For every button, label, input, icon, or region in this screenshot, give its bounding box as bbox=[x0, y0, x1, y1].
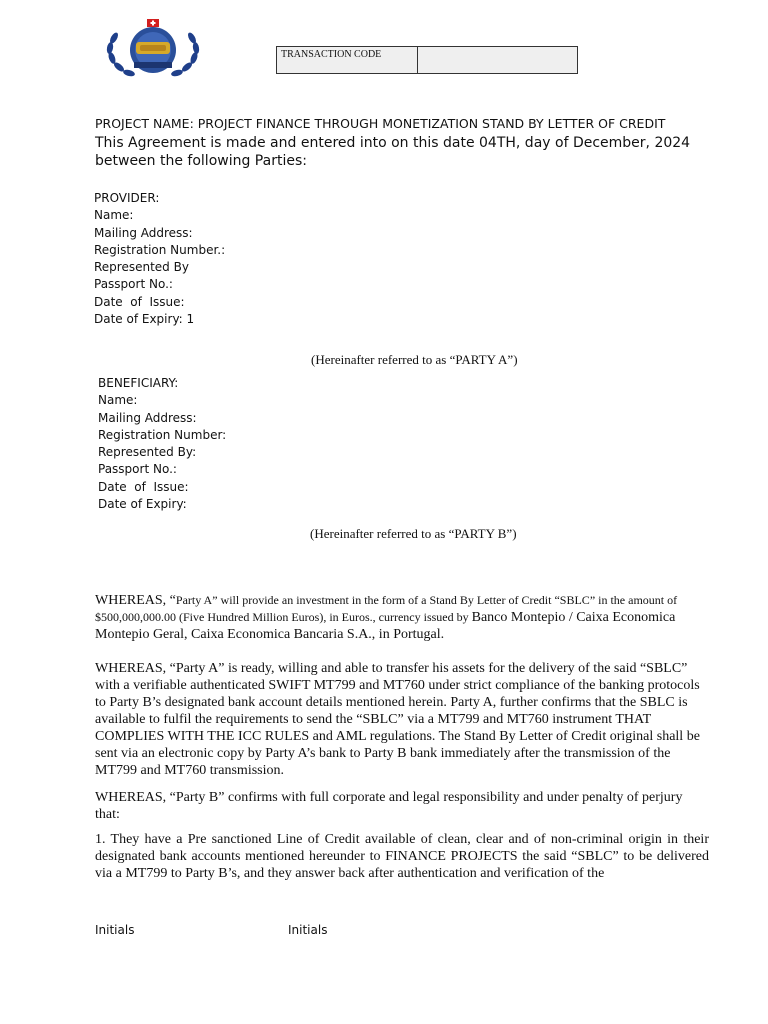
provider-expiry-date-field: Date of Expiry: 1 bbox=[94, 312, 195, 327]
company-logo bbox=[100, 16, 206, 80]
beneficiary-expiry-date-field: Date of Expiry: bbox=[98, 497, 187, 512]
beneficiary-passport-field: Passport No.: bbox=[98, 462, 177, 477]
provider-represented-field: Represented By bbox=[94, 260, 189, 275]
beneficiary-name-field: Name: bbox=[98, 393, 138, 408]
transaction-code-label: TRANSACTION CODE bbox=[277, 47, 418, 73]
beneficiary-heading: BENEFICIARY: bbox=[98, 376, 179, 390]
whereas-paragraph-2: WHEREAS, “Party A” is ready, willing and able to transfer his assets for the delivery of the said “SBLC” with a verifiable authenticated SWIFT MT799 and MT760 under strict compliance of the banking protocols to Party B’s designated bank account details mentioned herein. Party A, further confirms that the SBLC is available to fulfil the requirements to send the “SBLC” via a MT799 and MT760 instrument THAT COMPLIES WITH THE ICC RULES and AML regulations. The Stand By Letter of Credit original shall be sent via an electronic copy by Party A’s bank to Party B bank immediately after the transmission of the MT799 and MT760 transmission. bbox=[95, 661, 700, 778]
provider-heading: PROVIDER: bbox=[94, 191, 160, 205]
transaction-code-box bbox=[276, 46, 578, 74]
provider-issue-date-field: Date of Issue: bbox=[94, 294, 185, 309]
provider-block bbox=[94, 190, 225, 328]
provider-address-field: Mailing Address: bbox=[94, 225, 193, 240]
agreement-intro: This Agreement is made and entered into on this date 04TH, day of December, 2024 between the following Parties: bbox=[95, 135, 691, 169]
transaction-code-value bbox=[418, 47, 577, 73]
beneficiary-address-field: Mailing Address: bbox=[98, 410, 197, 425]
provider-name-field: Name: bbox=[94, 208, 134, 223]
whereas-paragraph-1 bbox=[95, 592, 731, 643]
beneficiary-block bbox=[98, 375, 226, 513]
initials-label-party-a: Initials bbox=[95, 923, 135, 937]
beneficiary-issue-date-field: Date of Issue: bbox=[98, 479, 189, 494]
whereas-paragraph-3: WHEREAS, “Party B” confirms with full corporate and legal responsibility and under penalty of perjury that: bbox=[95, 790, 683, 822]
provider-registration-field: Registration Number.: bbox=[94, 242, 226, 257]
party-b-reference: (Hereinafter referred to as “PARTY B”) bbox=[310, 526, 517, 541]
whereas-1-issuer: Banco Montepio / Caixa Economica Montepio Geral, Caixa Economica Bancaria S.A., in Portugal. bbox=[95, 610, 676, 642]
project-name: PROJECT NAME: PROJECT FINANCE THROUGH MONETIZATION STAND BY LETTER OF CREDIT bbox=[95, 116, 666, 131]
whereas-1-body: Party A” will provide an investment in the form of a Stand By Letter of Credit “SBLC” in the amount of $500,000,000.00 (Five Hundred Million Euros), in Euros., currency issued by bbox=[95, 593, 678, 624]
provider-passport-field: Passport No.: bbox=[94, 277, 173, 292]
whereas-1-lead: WHEREAS, “ bbox=[95, 593, 176, 608]
beneficiary-represented-field: Represented By: bbox=[98, 445, 197, 460]
beneficiary-registration-field: Registration Number: bbox=[98, 427, 227, 442]
party-a-reference: (Hereinafter referred to as “PARTY A”) bbox=[311, 352, 518, 367]
initials-label-party-b: Initials bbox=[288, 923, 328, 937]
clause-1-paragraph: 1. They have a Pre sanctioned Line of Credit available of clean, clear and of non-criminal origin in their designated bank accounts mentioned hereunder to FINANCE PROJECTS the said “SBLC” to be delivered via a MT799 to Party B’s, and they answer back after authentication and verification of the bbox=[95, 832, 709, 881]
